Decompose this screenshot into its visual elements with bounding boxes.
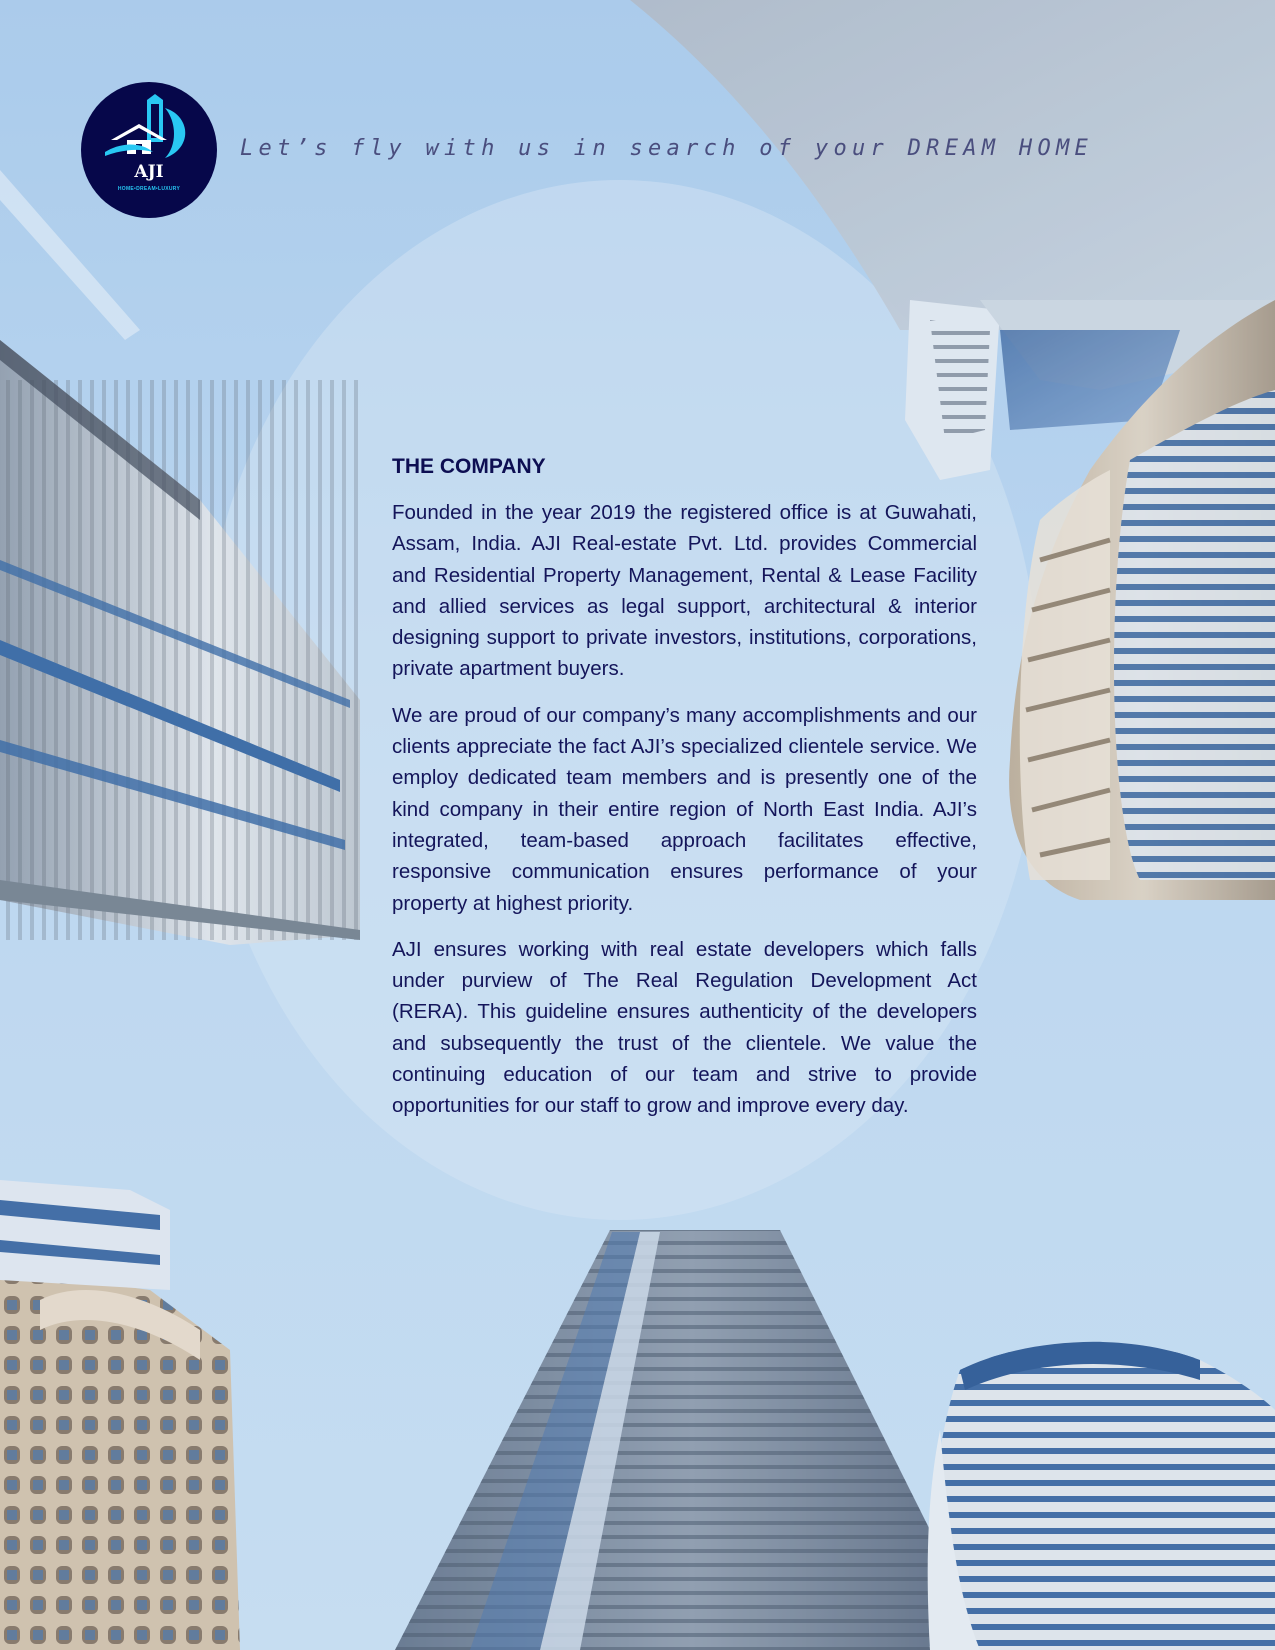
paragraph-founding: Founded in the year 2019 the registered office is at Guwahati, Assam, India. AJI Real-estate Pvt. Ltd. provides Commercial and Residential Property Management, Rental & Lease Facility and allied services as legal support, architectural & interior designing support to private investors, institutions, corporations, private apartment buyers.	[392, 501, 977, 681]
section-heading: THE COMPANY	[392, 455, 546, 478]
house-wing-logo-icon	[81, 82, 217, 218]
company-section	[392, 455, 977, 1137]
paragraph-accomplishments: We are proud of our company’s many accomplishments and our clients appreciate the fact AJI’s specialized clientele service. We employ dedicated team members and is presently one of the kind company in their entire region of North East India. AJI’s integrated, team-based approach facilitates effective, responsive communication ensures performance of your property at highest priority.	[392, 703, 977, 915]
tagline: Let’s fly with us in search of your DREAM HOME	[240, 136, 1094, 161]
company-logo	[81, 82, 217, 218]
paragraph-rera: AJI ensures working with real estate developers which falls under purview of The Real Regulation Development Act (RERA). This guideline ensures authenticity of the developers and subsequently the trust of the clientele. We value the continuing education of our team and strive to provide opportunities for our staff to grow and improve every day.	[392, 937, 977, 1118]
logo-name: AJI	[134, 162, 164, 182]
logo-subtitle: HOME•DREAM•LUXURY	[117, 186, 181, 192]
